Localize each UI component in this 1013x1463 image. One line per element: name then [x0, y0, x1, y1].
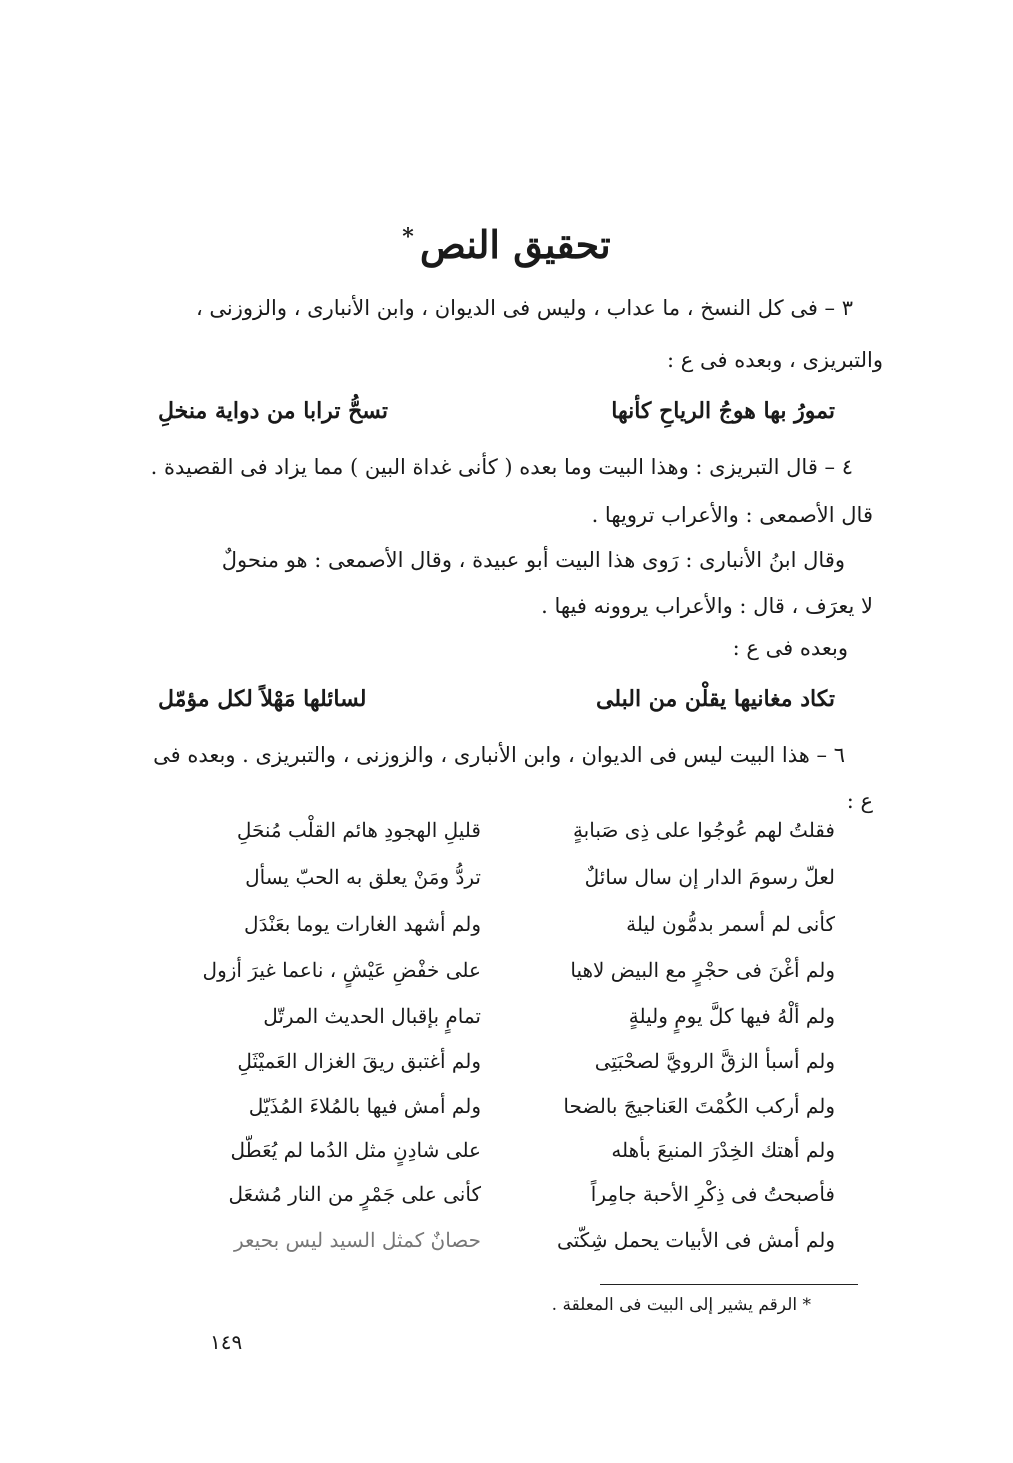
poem-line-7-first: ولم أركب الكُمْتَ العَناجيجَ بالضحا	[563, 1094, 835, 1118]
paragraph-anbari-cont: لا يعرَف ، قال : والأعراب يروونه فيها .	[541, 594, 873, 618]
paragraph-note-4: ٤ – قال التبريزى : وهذا البيت وما بعده ( كأنى غداة البين ) مما يزاد فى القصيدة .	[150, 455, 853, 479]
verse-1-first-hemistich: تمورُ بها هوجُ الرياحِ كأنها	[611, 398, 835, 424]
verse-2-first-hemistich: تكاد مغانيها يقلْن من البلى	[595, 686, 835, 712]
paragraph-baadahu: وبعده فى ع :	[732, 636, 848, 660]
poem-line-5-first: ولم ألْهُ فيها كلَّ يومٍ وليلةٍ	[628, 1004, 835, 1028]
paragraph-note-6-cont: ع :	[846, 789, 873, 813]
paragraph-asmai: قال الأصمعى : والأعراب ترويها .	[591, 503, 873, 527]
verse-2-second-hemistich: لسائلها مَهْلاً لكل مؤمّل	[158, 686, 367, 712]
poem-line-2-first: لعلّ رسومَ الدار إن سال سائلٌ	[584, 865, 835, 889]
footnote-divider	[600, 1284, 858, 1285]
poem-line-4-second: على خفْضِ عَيْشٍ ، ناعما غيرَ أزول	[202, 958, 481, 982]
poem-line-1-second: قليلِ الهجودِ هائم القلْب مُنحَلِ	[236, 818, 481, 842]
paragraph-note-3-cont: والتبريزى ، وبعده فى ع :	[667, 348, 883, 372]
poem-line-1-first: فقلتُ لهم عُوجُوا على ذِى صَبابةٍ	[572, 818, 835, 842]
poem-line-10-first: ولم أمش فى الأبيات يحمل شِكّتى	[556, 1228, 835, 1252]
poem-line-6-second: ولم أغتبق ريقَ الغزال العَميْثَلِ	[237, 1049, 481, 1073]
poem-line-9-first: فأصبحتُ فى ذِكْرِ الأحبة جامِراً	[590, 1182, 835, 1206]
title-footnote-mark: *	[402, 224, 414, 251]
poem-line-9-second: كأنى على جَمْرٍ من النار مُشعَل	[228, 1182, 481, 1206]
paragraph-note-6: ٦ – هذا البيت ليس فى الديوان ، وابن الأنبارى ، والزوزنى ، والتبريزى . وبعده فى	[153, 743, 845, 767]
poem-line-2-second: تردُّ ومَنْ يعلق به الحبّ يسأل	[245, 865, 481, 889]
poem-line-7-second: ولم أمش فيها بالمُلاءَ المُذَيّل	[248, 1094, 481, 1118]
paragraph-anbari: وقال ابنُ الأنبارى : رَوى هذا البيت أبو عبيدة ، وقال الأصمعى : هو منحولٌ	[221, 548, 845, 572]
poem-line-5-second: تمامٍ بإقبال الحديث المرتّل	[263, 1004, 481, 1028]
poem-line-10-second: حصانٌ كمثل السيد ليس بحيعر	[233, 1228, 481, 1252]
paragraph-note-3: ٣ – فى كل النسخ ، ما عداب ، وليس فى الديوان ، وابن الأنبارى ، والزوزنى ،	[195, 296, 853, 320]
footnote: * الرقم يشير إلى البيت فى المعلقة .	[551, 1295, 811, 1315]
poem-line-4-first: ولم أغْنَ فى حجْرٍ مع البيض لاهيا	[570, 958, 835, 982]
poem-line-8-second: على شادِنٍ مثل الدُما لم يُعَطّل	[230, 1138, 481, 1162]
poem-line-3-second: ولم أشهد الغارات يوما بعَنْدَل	[244, 912, 481, 936]
page-title	[0, 222, 1013, 267]
poem-line-6-first: ولم أسبأ الزقَّ الرويَّ لصحْبَتِى	[594, 1049, 835, 1073]
poem-line-8-first: ولم أهتك الخِدْرَ المنيعَ بأهله	[611, 1138, 835, 1162]
page-number: ١٤٩	[210, 1330, 243, 1354]
verse-1-second-hemistich: تسحُّ ترابا من دواية منخلِ	[158, 398, 389, 424]
poem-line-3-first: كأنى لم أسمر بدمُّون ليلة	[626, 912, 835, 936]
title-text: تحقيق النص	[419, 222, 611, 267]
